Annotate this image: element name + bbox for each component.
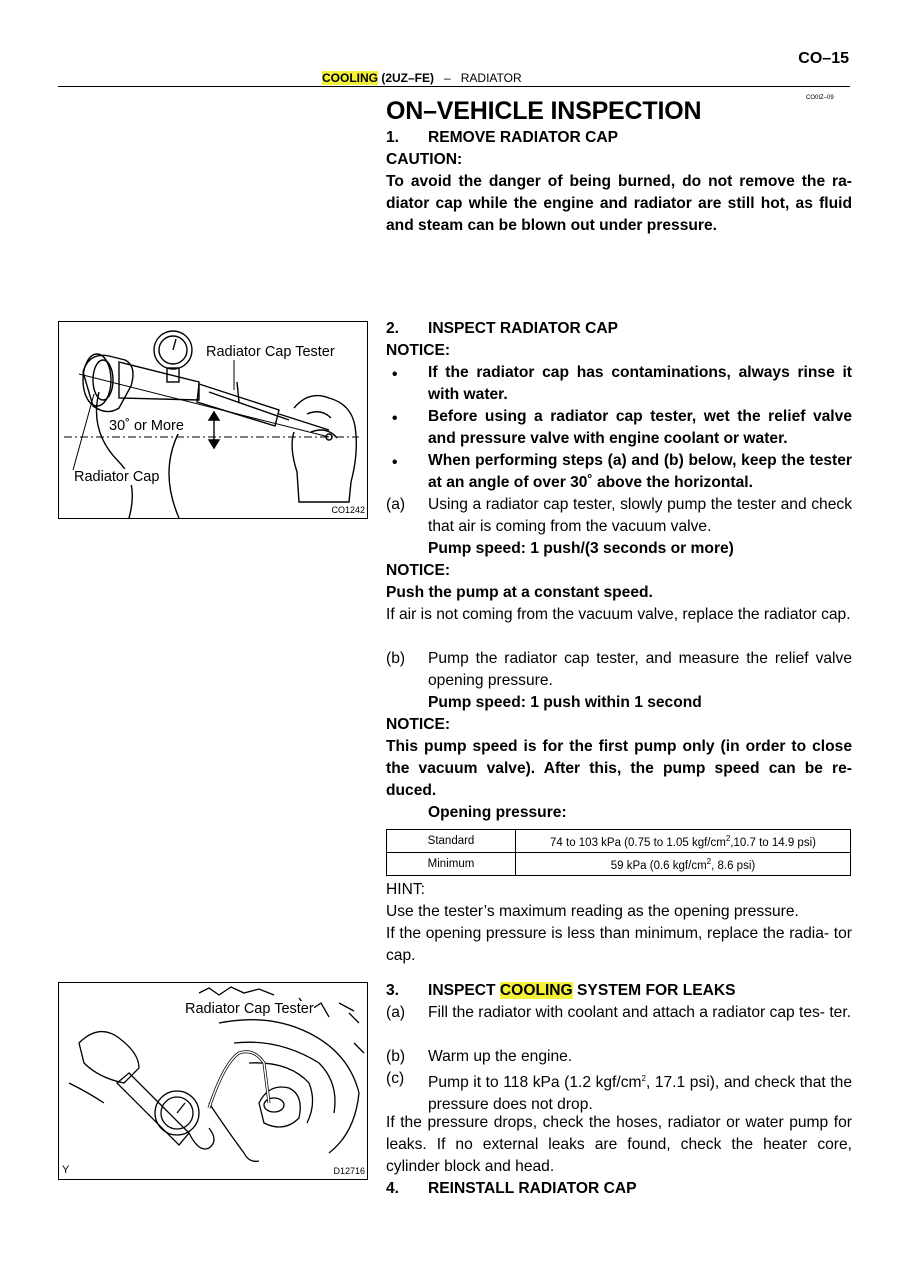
step2-bullet-3: When performing steps (a) and (b) below, keep the tester at an angle of over 30˚ above the horizontal. xyxy=(428,452,852,491)
step2-bullet-2: Before using a radiator cap tester, wet the relief valve and pressure valve with engine coolant or water. xyxy=(428,408,852,447)
table-row xyxy=(387,830,851,853)
step1-number: 1. xyxy=(386,129,400,146)
step2-b-label: (b) xyxy=(386,650,406,667)
figure1-code: CO1242 xyxy=(331,505,365,515)
bullet-icon: • xyxy=(392,410,398,427)
step2-notice2-text: Push the pump at a constant speed. xyxy=(386,584,653,601)
bullet-icon: • xyxy=(392,366,398,383)
figure-cooling-leak-test xyxy=(58,982,368,1180)
step1-caution-label: CAUTION: xyxy=(386,151,463,168)
step3-c-label: (c) xyxy=(386,1070,405,1087)
step2-b-text: Pump the radiator cap tester, and measure the relief valve opening pressure. xyxy=(428,650,852,689)
step2-a-text: Using a radiator cap tester, slowly pump the tester and check that air is coming from the vacuum valve. xyxy=(428,496,852,535)
step3-b-text: Warm up the engine. xyxy=(428,1048,573,1065)
hint-label: HINT: xyxy=(386,881,425,898)
step2-notice-label: NOTICE: xyxy=(386,342,451,359)
step2-notice2-label: NOTICE: xyxy=(386,562,451,579)
step2-number: 2. xyxy=(386,320,400,337)
running-header xyxy=(322,71,522,85)
step3-title xyxy=(428,980,736,1002)
step3-a-text: Fill the radiator with coolant and attach a radiator cap tes- ter. xyxy=(428,1004,851,1021)
step1-caution-text: To avoid the danger of being burned, do not remove the ra- diator cap while the engine and radiator are still hot, as fluid and steam can be blown out under pressure. xyxy=(386,173,852,234)
step1-title: REMOVE RADIATOR CAP xyxy=(428,129,619,146)
step3-number: 3. xyxy=(386,982,400,999)
step4-number: 4. xyxy=(386,1180,400,1197)
table-cell-label: Standard xyxy=(387,830,516,853)
figure2-code: D12716 xyxy=(333,1166,365,1176)
step2-a-after: If air is not coming from the vacuum valve, replace the radiator cap. xyxy=(386,606,851,623)
figure1-label-tester: Radiator Cap Tester xyxy=(206,344,335,360)
figure1-label-angle: 30˚ or More xyxy=(109,418,184,434)
table-cell-label: Minimum xyxy=(387,853,516,876)
hint-line-2: If the opening pressure is less than minimum, replace the radia- tor cap. xyxy=(386,925,852,964)
step4-title: REINSTALL RADIATOR CAP xyxy=(428,1180,637,1197)
step3-a-label: (a) xyxy=(386,1004,406,1021)
step2-a-label: (a) xyxy=(386,496,406,513)
step3-title-before: INSPECT xyxy=(428,982,500,999)
header-dash: – xyxy=(444,71,451,85)
opening-pressure-label: Opening pressure: xyxy=(428,804,567,821)
opening-pressure-table xyxy=(386,829,851,876)
doc-code: CO0IZ–09 xyxy=(806,95,834,101)
figure1-label-cap: Radiator Cap xyxy=(74,469,160,485)
step3-after: If the pressure drops, check the hoses, radiator or water pump for leaks. If no external leaks are found, check the heater core, cylinder block and head. xyxy=(386,1114,852,1175)
step2-notice3-text: This pump speed is for the first pump only (in order to close the vacuum valve). After this, the pump speed can be re- duced. xyxy=(386,738,852,799)
table-cell-value: 74 to 103 kPa (0.75 to 1.05 kgf/$cm^2,10.7$ to 14.9 psi) xyxy=(516,830,851,853)
figure-radiator-cap-tester xyxy=(58,321,368,519)
step3-title-after: SYSTEM FOR LEAKS xyxy=(572,982,736,999)
page-title: ON–VEHICLE INSPECTION xyxy=(386,97,702,125)
figure2-corner: Y xyxy=(62,1164,70,1176)
header-section: (2UZ–FE) xyxy=(378,71,435,85)
step2-notice3-label: NOTICE: xyxy=(386,716,451,733)
step2-bullet-1: If the radiator cap has contaminations, always rinse it with water. xyxy=(428,364,852,403)
header-subsection: RADIATOR xyxy=(460,71,522,85)
step3-c-text: Pump it to 118 kPa (1.2 kgf/$cm^2$, 17.1 psi), and check that the pressure does not drop. xyxy=(428,1074,852,1114)
figure2-label-tester: Radiator Cap Tester xyxy=(185,1001,314,1017)
table-cell-value: 59 kPa (0.6 kgf/$cm^2$, 8.6 psi) xyxy=(516,853,851,876)
hint-line-1: Use the tester’s maximum reading as the opening pressure. xyxy=(386,903,799,920)
step2-b-speed: Pump speed: 1 push within 1 second xyxy=(428,694,702,711)
step3-title-highlight: COOLING xyxy=(499,982,573,999)
page-number: CO–15 xyxy=(798,50,849,67)
header-rule xyxy=(58,86,850,87)
step3-b-label: (b) xyxy=(386,1048,406,1065)
bullet-icon: • xyxy=(392,454,398,471)
table-row xyxy=(387,853,851,876)
header-section-highlight: COOLING xyxy=(322,71,378,85)
step2-title: INSPECT RADIATOR CAP xyxy=(428,320,619,337)
step2-a-speed: Pump speed: 1 push/(3 seconds or more) xyxy=(428,540,734,557)
